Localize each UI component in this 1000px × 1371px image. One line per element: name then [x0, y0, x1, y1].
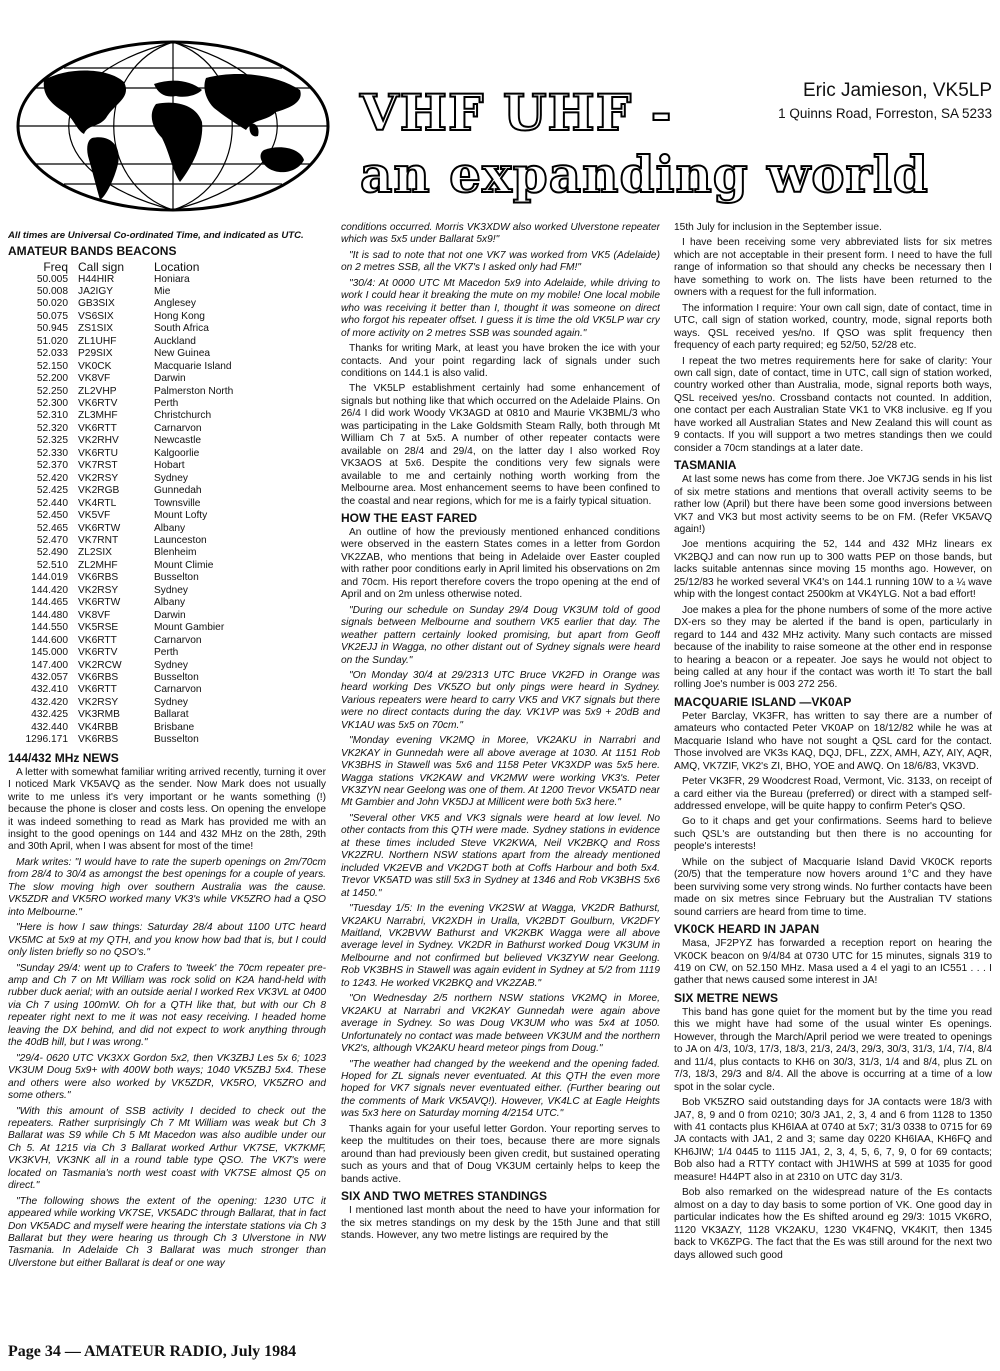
paragraph: "On Monday 30/4 at 29/2313 UTC Bruce VK2FD in Orange was heard working Des VK5ZO but only pings were heard in Sydney. Various repeaters were heard to carry VK5 and VK7 signals but there were no direct contacts during the day. VK1VP was 5x9 + 20dB and VK1AU was 5x5 on 70cm." — [341, 669, 660, 731]
beacon-callsign: VK7RNT — [78, 535, 119, 547]
beacon-callsign: VK2RGB — [78, 485, 120, 497]
beacon-callsign: VK2RSY — [78, 696, 119, 708]
paragraph: Joe makes a plea for the phone numbers of some of the more active DX-ers so they may be alerted if the band is open, particularly in regard to 144 and 432 MHz activity. Many such contacts are missed because of the inability to raise someone at the other end in response to hearing a beacon or a repeater. Joe says he would not object to being called at any hour if the contact was worth it! To start the ball rolling Joe's number is 003 272 256. — [674, 604, 992, 691]
paragraph: This band has gone quiet for the moment but by the time you read this we might have had some of the usual winter Es openings. However, through the March/April period we were treated to openings to JA on 4/3, 10/3, 17/3, 18/3, 21/3, 24/3, 29/3, 30/3, 31/3, 1/4, 7/4, 8/4 and 11/4, plus contacts to KH6 on 30/3, 31/3, 1/4 and 8/4, plus ZL on 7/3, 18/3, 29/3 and 8/4. All the above is occurring at a time of a low spot in the solar cycle. — [674, 1006, 992, 1093]
beacon-callsign: VK2RCW — [78, 659, 122, 671]
beacon-location: Sydney — [154, 659, 188, 671]
beacon-callsign: VK6RTT — [78, 422, 117, 434]
table-row — [18, 386, 233, 398]
beacon-location: Carnarvon — [154, 684, 202, 696]
beacon-freq: 50.075 — [36, 310, 68, 322]
paragraph: "Here is how I saw things: Saturday 28/4 about 1100 UTC heard VK5MC at 5x9 at my QTH, and you know how bad that is, but I could only listen briefly so no QSO's." — [8, 922, 326, 959]
paragraph: conditions occurred. Morris VK3XDW also worked Ulverstone repeater which was 5x5 under Ballarat 5x9!" — [341, 222, 660, 246]
beacon-freq: 50.020 — [36, 298, 68, 310]
beacon-callsign: VK6RTT — [78, 684, 117, 696]
beacon-location: Sydney — [154, 472, 188, 484]
paragraph: "29/4- 0620 UTC VK3XX Gordon 5x2, then VK3ZBJ Les 5x 6; 1023 VK3UM Doug 5x9+ with 400W both ways; 1040 VK5ZBJ 5x4. These and others were also worked by VK5ZDR, VK5RO, VK5ZRO and some others." — [8, 1052, 326, 1102]
beacon-freq: 52.300 — [36, 398, 68, 410]
paragraph: Peter VK3FR, 29 Woodcrest Road, Vermont, Vic. 3133, on receipt of a card either via the Bureau (preferred) or direct with a stamped self-addressed envelope, will be quite happy to confirm Peter's QSO. — [674, 776, 992, 813]
table-row — [18, 572, 233, 584]
paragraph: "Monday evening VK2MQ in Moree, VK2AKU in Narrabri and VK2KAY in Gunnedah were all above average at 1030. At 1151 Rob VK3BHS in Stawell was 5x6 and 1158 Peter VK3XDP was 5x5 here. Wagga stations VK2KAW and VK2MW were working VK3's. Peter VK3ZYN near Geelong was one of them. At 1200 Trevor VK5ATD near Mt Gambier and John VK5DJ at Millicent were both 5x3 here." — [341, 735, 660, 809]
beacon-location: Mount Lofty — [154, 510, 208, 522]
table-row — [18, 597, 233, 609]
table-row — [18, 435, 233, 447]
column-1 — [8, 222, 326, 1334]
paragraph: Mark writes: "I would have to rate the superb openings on 2m/70cm from 28/4 to 30/4 as amongst the best openings for a couple of years. The slow moving high over southern Australia was the cause. VK5ZDR and VK5RO worked many VK3's while VK5ZRO had a QSO into Melbourne." — [8, 856, 326, 918]
beacon-callsign: VK8VF — [78, 373, 111, 385]
table-row — [18, 460, 233, 472]
beacon-location: Busselton — [154, 734, 199, 746]
table-row — [18, 560, 233, 572]
table-row — [18, 709, 233, 721]
beacon-location: Sydney — [154, 584, 188, 596]
beacon-callsign: ZL2MHF — [78, 559, 118, 571]
paragraph: "It is sad to note that not one VK7 was worked from VK5 (Adelaide) on 2 metres SSB, all the VK7's I asked only had FM!" — [341, 249, 660, 274]
column-header-freq: Freq — [43, 259, 68, 274]
beacon-location: Townsville — [154, 497, 201, 509]
beacon-freq: 52.420 — [36, 472, 68, 484]
beacon-freq: 147.400 — [31, 659, 68, 671]
paragraph: A letter with somewhat familiar writing arrived recently, turning it over I noticed Mark VK5AVQ as the sender. Now Mark does not usually write to me unless it's very important or he wants something (!) because the phone is closer and costs less. On opening the envelope it was indeed something to read as Mark has provided me with an insight to the good openings on 144 and 432 MHz on the 28th, 29th and 30th April, when I was absent for most of the time! — [8, 766, 326, 853]
beacon-freq: 145.000 — [31, 647, 68, 659]
paragraph: "The weather had changed by the weekend and the opening faded. Hoped for ZL signals never eventuated. At this QTH the even more hoped for VK7 signals never eventuated either. (Further bearing out the comments of Mark VK5AVQ!). However, VK4LC at Eagle Heights was 5x3 here on Saturday morning 4/2154 UTC." — [341, 1058, 660, 1120]
paragraph: Thanks again for your useful letter Gordon. Your reporting serves to keep the multitudes on their toes, because there are more signals around than had previously been given credit, but sustained operating such as yours and that of Doug VK3UM certainly helps to keep the bands active. — [341, 1123, 660, 1185]
beacon-freq: 144.600 — [31, 634, 68, 646]
table-row — [18, 423, 233, 435]
beacon-location: New Guinea — [154, 348, 211, 360]
beacon-callsign: VK0CK — [78, 360, 112, 372]
beacon-freq: 52.425 — [36, 485, 68, 497]
table-row — [18, 523, 233, 535]
beacon-freq: 432.425 — [31, 709, 68, 721]
section-heading-east: HOW THE EAST FARED — [341, 510, 478, 525]
beacon-location: Mie — [154, 285, 171, 297]
paragraph: "30/4: At 0000 UTC Mt Macedon 5x9 into Adelaide, while driving to work I could hear it breaking the mute on my mobile! One local mobile who was receiving it better than I, thought it was someone on direct who forgot his repeater offset. I guess it is time the old VK5LP war cry of more activity on 2 metres SSB was sounded again." — [341, 277, 660, 339]
beacon-location: Albany — [154, 597, 186, 609]
section-heading-144-432: 144/432 MHz NEWS — [8, 750, 119, 765]
paragraph: Bob VK5ZRO said outstanding days for JA contacts were 18/3 with JA7, 8, 9 and 0 from 0210; 30/3 JA1, 2, 3, 4 and 6 from 1128 to 1350 with 41 contacts plus KH6IAA at 0740 at 5x7; 31/3 0338 to 0715 for 69 JA contacts with JA1, 2 and 3; same day 0220 KH6IAA, KH6FQ and KH6JIW; 1/4 0445 to 1115 JA1, 2, 3, 4, 5, 6, 7, 9, 0 for 69 contacts; Bob also had a RTTY contact with JH1WHS at 599 at 1035 for good measure! H44PT also in at 2310 on UTC day 31/3. — [674, 1097, 992, 1183]
beacon-location: South Africa — [154, 323, 209, 335]
table-row — [18, 448, 233, 460]
beacon-freq: 432.420 — [31, 696, 68, 708]
paragraph: At last some news has come from there. Joe VK7JG sends in his list of six metre stations and mentions that overall activity seems to be rather low (April) but there have been some good inversions between VK7 and VK3 but most activity seems to be on FM. (Refer VK5AVQ again!) — [674, 474, 992, 535]
beacon-freq: 432.410 — [31, 684, 68, 696]
beacon-freq: 144.420 — [31, 584, 68, 596]
utc-note: All times are Universal Co-ordinated Time, and indicated as UTC. — [8, 230, 304, 241]
paragraph: I repeat the two metres requirements here for sake of clarity: Your own call sign, date of contact, time in UTC, call sign of station worked, country worked other than Australia, mode, signal reports both ways, QSL received yes/no. Crossband contacts not counted. In addition, one contact per each Australian State VK1 to VK8 inclusive. eg If you have worked all Australian States and New Zealand this will count as 9 contacts. If you will support a two metres standings then we could consider a 70cm standings at a later date. — [674, 355, 992, 454]
beacon-freq: 1296.171 — [25, 734, 68, 746]
beacon-callsign: VK4RTL — [78, 497, 117, 509]
beacon-location: Auckland — [154, 335, 196, 347]
paragraph: Masa, JF2PYZ has forwarded a reception report on hearing the VK0CK beacon on 9/4/84 at 0730 UTC for 15 minutes, signals 319 to 419 on CW, on 52.150 MHz. Masa used a 4 el yagi to an IC551 . . . I gather that news caused some interest in JA! — [674, 938, 992, 987]
beacon-freq: 52.325 — [36, 435, 68, 447]
table-row — [18, 336, 233, 348]
table-row — [18, 672, 233, 684]
table-row — [18, 610, 233, 622]
beacon-callsign: VK5VF — [78, 510, 111, 522]
paragraph: Peter Barclay, VK3FR, has written to say there are a number of amateurs who contacted Peter VK0AP on 18/12/82 while he was at Macquarie Island who have not sought a QSL card for the contact. Those involved are VK3s KAQ, DQJ, DFL, ZZX, AMH, AZY, AIY, AQR, AMQ, VK7ZIF, VK2's ZI, BHO, YOE and AWQ. On 18/6/83, VK3VD. — [674, 710, 992, 772]
page-footer: Page 34 — AMATEUR RADIO, July 1984 — [8, 1343, 297, 1360]
table-row — [18, 373, 233, 385]
beacon-callsign: VK3RMB — [78, 709, 120, 721]
table-row — [18, 635, 233, 647]
beacons-heading: AMATEUR BANDS BEACONS — [8, 243, 177, 258]
beacon-freq: 144.480 — [31, 609, 68, 621]
beacon-callsign: VK8VF — [78, 609, 111, 621]
beacon-freq: 50.008 — [36, 285, 68, 297]
beacon-location: Darwin — [154, 609, 186, 621]
beacon-callsign: VK6RBS — [78, 572, 119, 584]
beacons-header-row — [18, 260, 233, 274]
beacon-location: Kalgoorlie — [154, 447, 200, 459]
table-row — [18, 311, 233, 323]
beacon-callsign: VK2RHV — [78, 435, 119, 447]
paragraph: I have been receiving some very abbreviated lists for six metres which are not acceptable in their present form. I need to have the full range of information so that should any checks be necessary then I have something to work on. The lists have been returned to the owners with a request for the full information. — [674, 237, 992, 299]
beacon-location: Mount Climie — [154, 559, 214, 571]
beacon-callsign: VK6RTW — [78, 597, 121, 609]
section-heading-six-metre-news: SIX METRE NEWS — [674, 990, 779, 1005]
beacon-freq: 52.470 — [36, 535, 68, 547]
beacon-location: Perth — [154, 398, 179, 410]
table-row — [18, 660, 233, 672]
beacon-location: Launceston — [154, 535, 207, 547]
article-header — [0, 0, 1000, 225]
table-row — [18, 473, 233, 485]
beacon-location: Albany — [154, 522, 186, 534]
paragraph: The information I require: Your own call sign, date of contact, time in UTC, call sign of station worked, country, mode, signal reports both ways. QSL received yes/no. If QSO was split frequency then frequency of each party required; eg 52/50, 52/28 etc. — [674, 302, 992, 352]
beacon-callsign: VK7RST — [78, 460, 118, 472]
beacon-freq: 52.465 — [36, 522, 68, 534]
table-row — [18, 361, 233, 373]
beacon-location: Palmerston North — [154, 385, 234, 397]
paragraph: "With this amount of SSB activity I decided to check out the repeaters. Rather surprisingly Ch 7 Mt William was weak but Ch 3 Ballarat was S9 while Ch 5 Mt Macedon was also audible under our Ch 5. At 1215 via Ch 3 Ballarat worked Arthur VK7SE, VK7KMF, VK3KVH, VK3NK all in a round table type QSO. The VK7's were located on Tasmania's north west coast with VK7SE almost Q5 on direct." — [8, 1105, 326, 1192]
section-heading-vk0ck-japan: VK0CK HEARD IN JAPAN — [674, 922, 820, 937]
beacon-callsign: ZL2SIX — [78, 547, 112, 559]
beacon-freq: 52.450 — [36, 510, 68, 522]
beacon-callsign: VK6RTU — [78, 447, 119, 459]
beacon-freq: 52.440 — [36, 497, 68, 509]
table-row — [18, 348, 233, 360]
beacon-location: Mount Gambier — [154, 622, 225, 634]
beacon-location: Anglesey — [154, 298, 196, 310]
beacon-callsign: VK4RBB — [78, 721, 119, 733]
author-block — [742, 80, 992, 121]
table-row — [18, 485, 233, 497]
beacon-location: Macquarie Island — [154, 360, 232, 372]
beacon-location: Newcastle — [154, 435, 201, 447]
beacon-callsign: ZL1UHF — [78, 335, 117, 347]
beacon-freq: 144.465 — [31, 597, 68, 609]
table-row — [18, 585, 233, 597]
beacon-callsign: VK6RTT — [78, 634, 117, 646]
beacon-location: Brisbane — [154, 721, 195, 733]
table-row — [18, 722, 233, 734]
world-globe-icon — [14, 38, 332, 214]
paragraph: 15th July for inclusion in the September issue. — [674, 222, 882, 233]
paragraph: "Sunday 29/4: went up to Crafers to 'tweek' the 70cm repeater pre-amp and Ch 7 on Mt William was rock solid on K2A hand-held with rubber duck aerial; with an outside aerial I worked Rex VK3VL at 0400 via Ch 7 using 100mW. Oh for a QTH like that, but with our Ch 8 repeater right next to me it was not easy receiving. I headed home leaving the DX behind, and did not expect to work anything through the 40dB hill, but I was wrong." — [8, 962, 326, 1049]
section-heading-tasmania: TASMANIA — [674, 458, 737, 473]
beacon-location: Honiara — [154, 273, 190, 285]
beacons-table — [18, 260, 233, 747]
beacon-freq: 432.057 — [31, 672, 68, 683]
section-heading-macquarie: MACQUARIE ISLAND —VK0AP — [674, 694, 852, 709]
beacon-callsign: VK6RTW — [78, 522, 121, 534]
beacon-location: Sydney — [154, 696, 188, 708]
table-row — [18, 410, 233, 422]
beacon-freq: 52.510 — [36, 559, 68, 571]
table-row — [18, 622, 233, 634]
column-header-callsign: Call sign — [78, 259, 125, 274]
paragraph: The VK5LP establishment certainly had some enhancement of signals but nothing like that which occurred on the Adelaide Plains. On 26/4 I did work Woody VK3AGD at 0810 and Maurie VK3BML/3 who was participating in the Lake Goldsmith Steam Rally, both through Mt William Ch 7 at 5x5. A number of other repeater contacts were available on 28/4 and 29/4, on the latter day I also worked Roy VK3AOS at 5x6. Despite the conditions very few signals were available to me and certainly nothing worth working from the Melbourne area. Most enhancement seems to have been confined to the coastal and near regions, which for me is a fairly typical situation. — [341, 383, 660, 507]
title-line-2: an expanding world — [360, 145, 929, 204]
beacon-location: Carnarvon — [154, 634, 202, 646]
beacon-freq: 52.200 — [36, 373, 68, 385]
beacon-location: Carnarvon — [154, 422, 202, 434]
beacon-location: Busselton — [154, 672, 199, 683]
beacon-callsign: P29SIX — [78, 348, 113, 360]
beacon-callsign: VK6RBS — [78, 734, 119, 746]
title-line-1: VHF UHF - — [360, 83, 673, 142]
table-row — [18, 298, 233, 310]
beacon-freq: 52.490 — [36, 547, 68, 559]
beacon-location: Perth — [154, 647, 179, 659]
table-row — [18, 286, 233, 298]
beacon-callsign: ZS1SIX — [78, 323, 114, 335]
beacon-callsign: VK5RSE — [78, 622, 119, 634]
beacon-freq: 432.440 — [31, 721, 68, 733]
table-row — [18, 510, 233, 522]
table-row — [18, 274, 233, 286]
column-3 — [674, 222, 992, 1334]
paragraph: Bob also remarked on the widespread nature of the Es contacts almost on a day to day basis to some portion of VK. One good day in particular indicates how the Es shifted around eg 29/3: 1015 VK6RO, 1120 VK3AZY, 1128 VK2AKU, 1230 VK4FNQ, VK4KIT, then 1345 back to VK6ZPG. The fact that the Es was still around for the next two days allowed such good — [674, 1187, 992, 1261]
paragraph: Go to it chaps and get your confirmations. Seems hard to believe such QSL's are outstanding but then there is no accounting for people's interests! — [674, 816, 992, 853]
table-row — [18, 535, 233, 547]
column-header-location: Location — [154, 259, 200, 274]
table-row — [18, 547, 233, 559]
section-heading-standings: SIX AND TWO METRES STANDINGS — [341, 1189, 548, 1204]
column-2 — [341, 222, 660, 1334]
beacon-freq: 52.250 — [36, 385, 68, 397]
beacon-freq: 50.005 — [36, 273, 68, 285]
table-row — [18, 684, 233, 696]
beacon-freq: 52.310 — [36, 410, 68, 422]
paragraph: An outline of how the previously mentioned enhanced conditions were observed in the eastern States comes in a letter from Gordon VK2ZAB, who mentions that being in Adelaide over Easter coupled with rather poor conditions early in April limited his observations on 2m and 70cm. His report therefore covers the tropo opening at the end of April and on 2m unless otherwise noted. — [341, 526, 660, 601]
beacon-location: Hong Kong — [154, 310, 205, 322]
beacon-freq: 50.945 — [36, 323, 68, 335]
table-row — [18, 323, 233, 335]
beacon-callsign: VS6SIX — [78, 310, 114, 322]
paragraph: "Tuesday 1/5: In the evening VK2SW at Wagga, VK2DR Bathurst, VK2AKU Narrabri, VK2XDH in Uralla, VK2BDT Goulburn, VK2DFY Maitland, VK2BVW Bathurst and VK2KBK Wagga were all above average level in Sydney. VK2DR in Bathurst worked Doug VK3UM in Melbourne and not confirmed but believed VK3ZYW near Geelong. Rob VK3BHS in Stawell was again evident in Sydney at 5/2 from 1119 to 1243. He worked VK2BKQ and VK2ZAB." — [341, 903, 660, 989]
beacon-callsign: VK6RTV — [78, 398, 118, 410]
beacon-freq: 52.320 — [36, 422, 68, 434]
beacon-callsign: JA2IGY — [78, 285, 114, 297]
beacon-freq: 144.550 — [31, 622, 68, 634]
author-name: Eric Jamieson, VK5LP — [802, 80, 992, 101]
table-row — [18, 697, 233, 709]
table-row — [18, 647, 233, 659]
paragraph: "During our schedule on Sunday 29/4 Doug VK3UM told of good signals between Melbourne and southern VK5 earlier that day. The weather pattern certainly looked promising, but apart from Geoff VK2EJJ in Wagga, no other distant out of Sydney signals were heard on the Sunday." — [341, 604, 660, 666]
paragraph: While on the subject of Macquarie Island David VK0CK reports (20/5) that the temperature now hovers around 1°C and they have been surviving some very strong winds. No further contacts have been made on six metres since February but the Australian TV stations sound carriers are heard from time to time. — [674, 856, 992, 918]
beacon-freq: 52.150 — [36, 360, 68, 372]
beacon-location: Busselton — [154, 572, 199, 584]
beacon-freq: 52.330 — [36, 447, 68, 459]
beacon-location: Blenheim — [154, 547, 197, 559]
paragraph: "Several other VK5 and VK3 signals were heard at low level. No other contacts from this QTH were made. Sydney stations in evidence at these times included Steve VK2KWA, Neil VK2BKQ and Ross VK2ZRU. Northern NSW stations apart from the already mentioned included VK2EVB and VK2DGT both at Coffs Harbour and both 5x4. Trevor VK5ATD was still 5x3 in Sydney at 1346 and Rob VK3BHS 5x6 at 1450." — [341, 812, 660, 899]
beacon-location: Ballarat — [154, 709, 189, 721]
beacon-freq: 144.019 — [31, 572, 68, 584]
beacon-callsign: ZL3MHF — [78, 410, 118, 422]
beacon-location: Gunnedah — [154, 485, 202, 497]
paragraph: I mentioned last month about the need to have your information for the six metres standings on my desk by the 15th June and that still stands. However, any two metre listings are required by the — [341, 1205, 660, 1241]
beacon-freq: 52.370 — [36, 460, 68, 472]
beacon-callsign: H44HIR — [78, 273, 115, 285]
beacon-location: Christchurch — [154, 410, 212, 422]
author-address: 1 Quinns Road, Forreston, SA 5233 — [778, 106, 992, 121]
beacon-callsign: VK6RTV — [78, 647, 118, 659]
beacon-callsign: ZL2VHP — [78, 385, 117, 397]
beacon-freq: 51.020 — [36, 335, 68, 347]
table-row — [18, 398, 233, 410]
paragraph: "The following shows the extent of the opening: 1230 UTC it appeared while working VK7SE, VK5ADC through Ballarat, that in fact Don VK5ADC and myself were hearing the interstate stations via Ch 3 Ballarat but they were hearing us through Ch 3 Ulverstone in NW Tasmania. In Adelaide Ch 3 Ballarat was much stronger than Ulverstone but either Ballarat is deaf or one way — [8, 1195, 326, 1269]
paragraph: Thanks for writing Mark, at least you have broken the ice with your contacts. And your point regarding lack of signals under such conditions on 144.1 is also valid. — [341, 343, 660, 379]
beacon-callsign: VK6RBS — [78, 672, 119, 683]
beacon-callsign: VK2RSY — [78, 584, 119, 596]
beacon-callsign: VK2RSY — [78, 472, 119, 484]
beacon-callsign: GB3SIX — [78, 298, 115, 310]
beacon-location: Darwin — [154, 373, 186, 385]
table-row — [18, 498, 233, 510]
beacons-table-body — [18, 274, 233, 747]
paragraph: Joe mentions acquiring the 52, 144 and 432 MHz linears ex VK2BQJ and can now run up to 300 watts PEP on those bands, but lacks suitable antennas since moving 15 months ago. However, on 25/12/83 he worked several VK4's on 144.1 running 10W to a ¼ wave whip with the longest contact 2500km at VK4YLG. Not a bad effort! — [674, 539, 992, 601]
table-row — [18, 734, 233, 746]
beacon-location: Hobart — [154, 460, 185, 472]
beacon-freq: 52.033 — [36, 348, 68, 360]
paragraph: "On Wednesday 2/5 northern NSW stations VK2MQ in Moree, VK2AKU at Narrabri and VK2KAY Gunnedah were again above average in Sydney. So was Doug VK3UM who was 5x4 at 1050. Unfortunately no contact was made between VK3UM and the northern VK2's, although VK2AKU heard meteor pings from Doug." — [341, 993, 660, 1055]
